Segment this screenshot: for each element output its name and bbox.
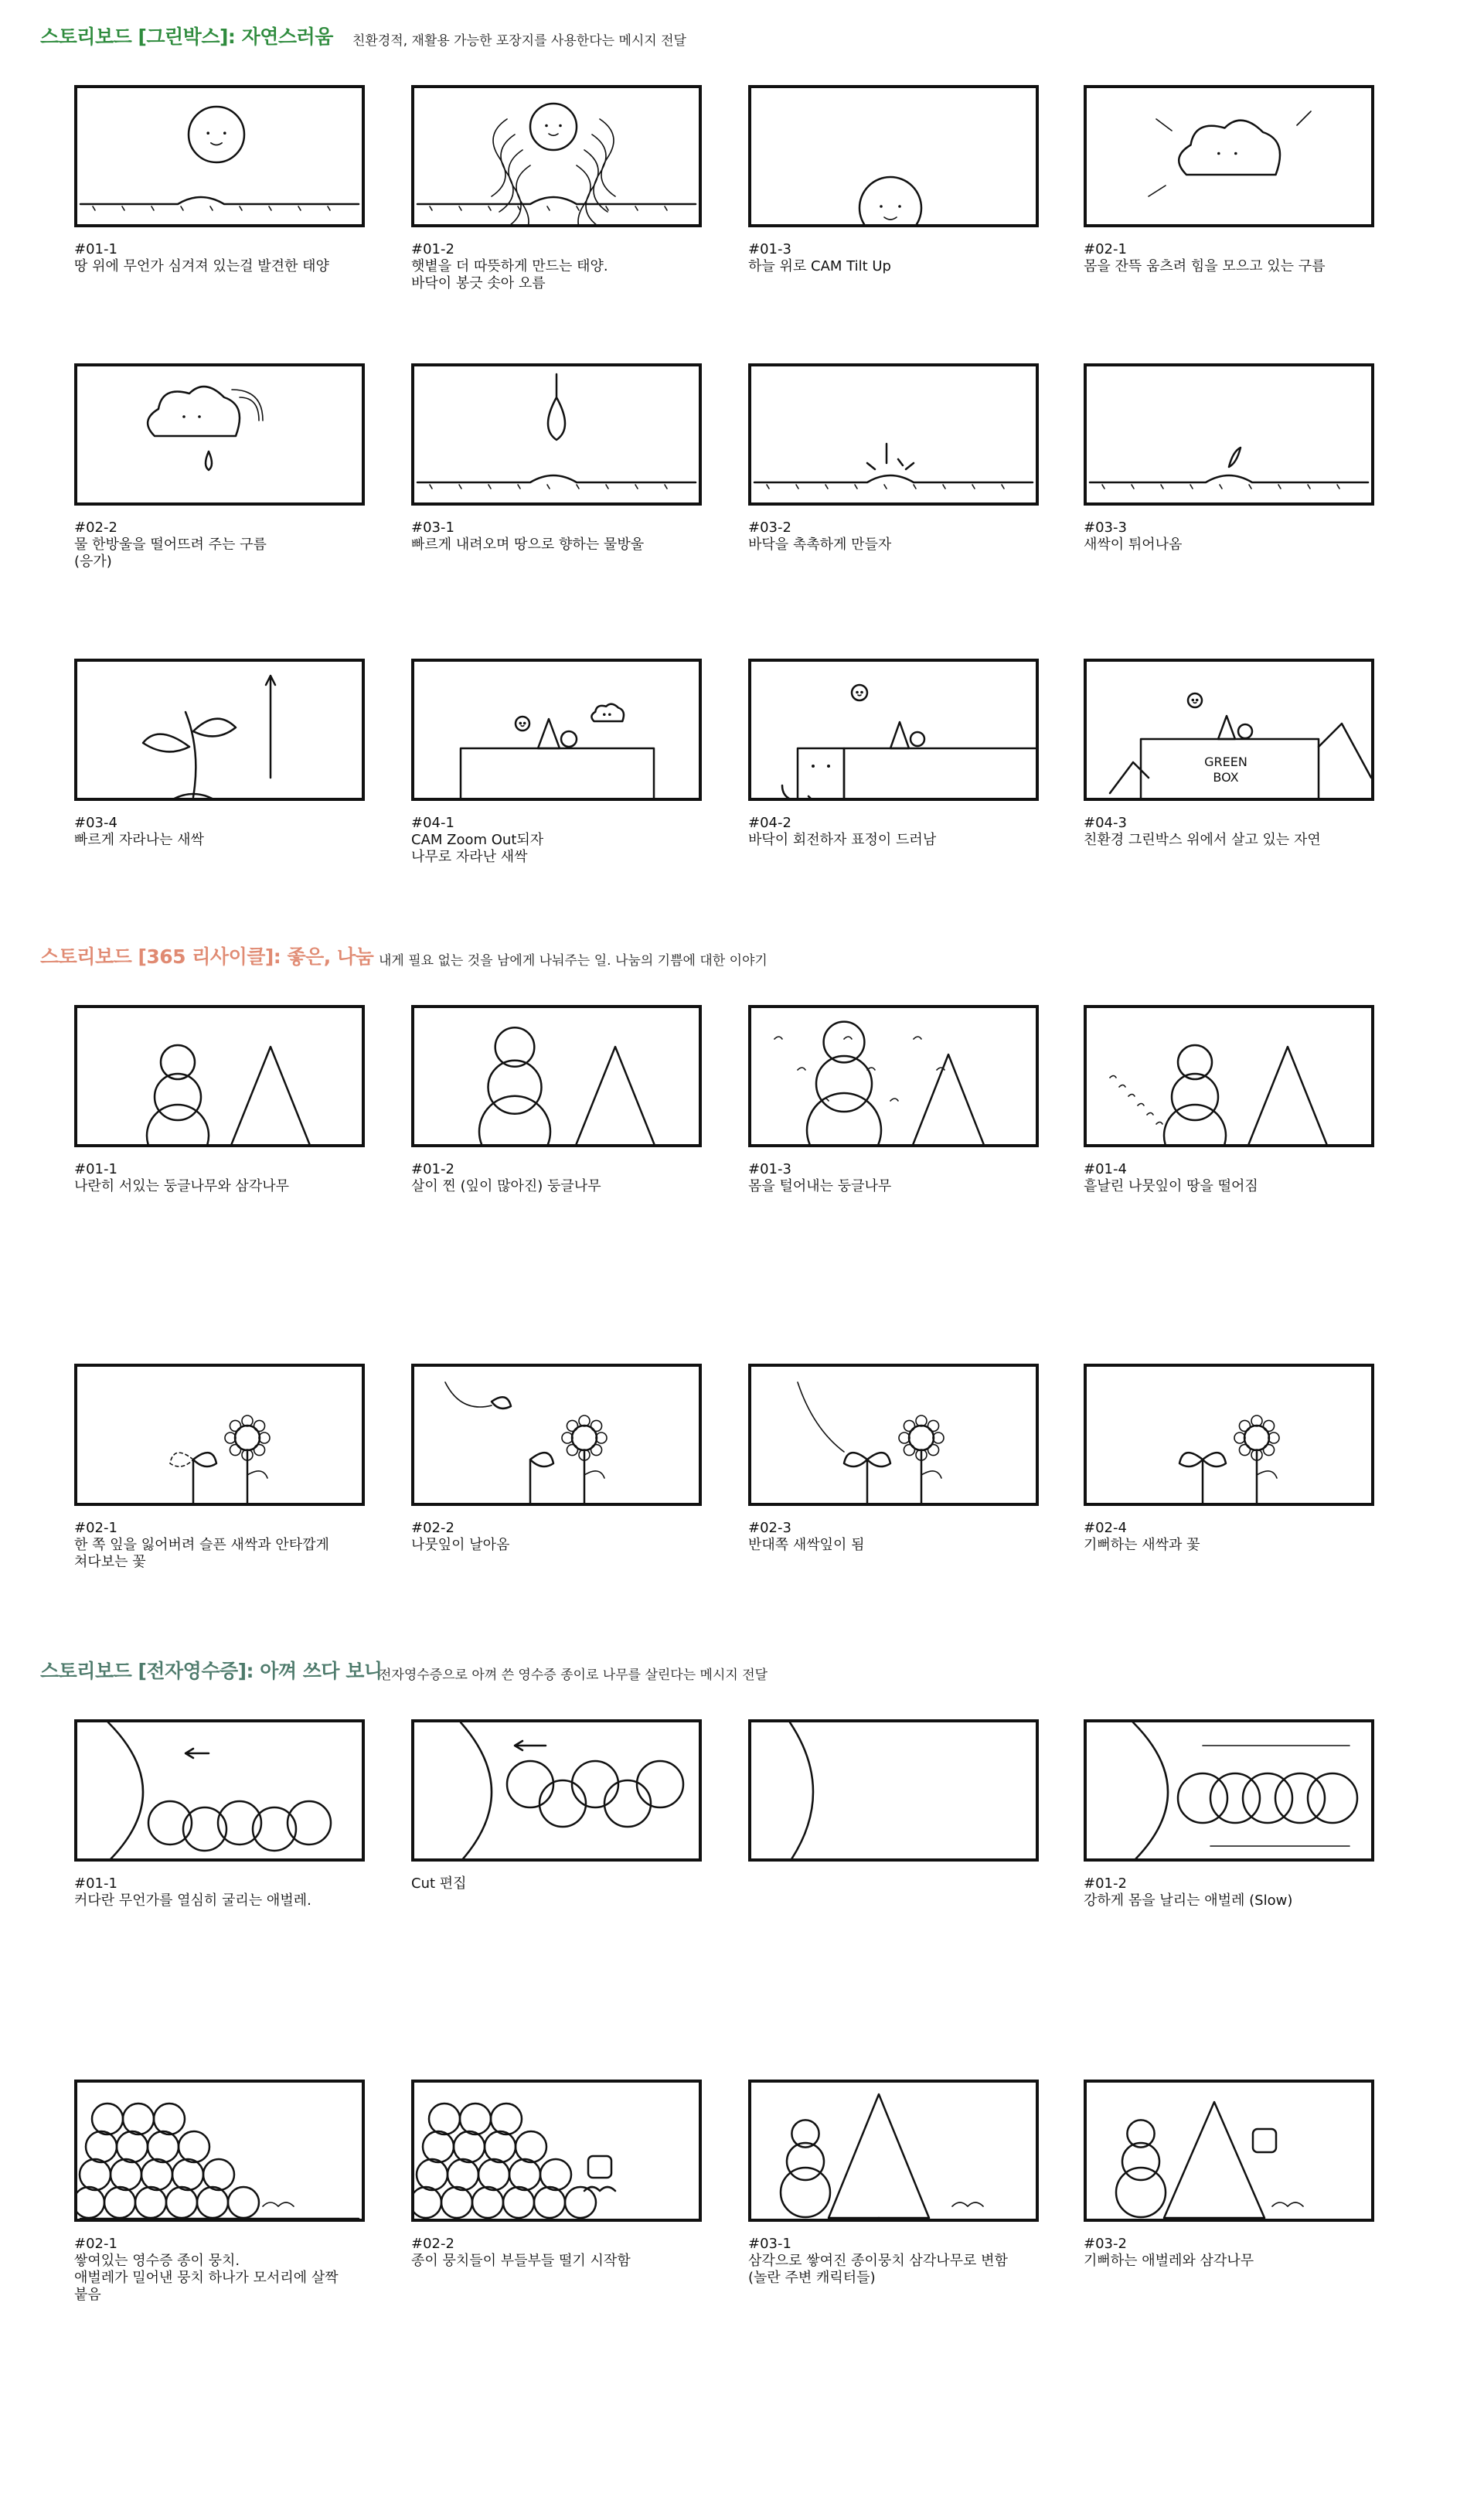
storyboard-caption [74,1520,383,1571]
section-subtitle: 친환경적, 재활용 가능한 포장지를 사용한다는 메시지 전달 [352,33,686,49]
storyboard-caption [74,1875,383,1909]
shot-id: #04-2 [748,815,791,831]
shot-description: 붙음 [74,2287,101,2303]
shot-description: 기뻐하는 새싹과 꽃 [1084,1537,1200,1553]
round-tree-shaking-icon [751,1008,1036,1144]
box-label-line-1: GREEN [1204,755,1247,769]
shot-description: 빠르게 내려오며 땅으로 향하는 물방울 [411,537,645,553]
storyboard-frame [411,1719,702,1862]
shot-description: 한 쪽 잎을 잃어버려 슬픈 새싹과 안타깝게 [74,1537,329,1553]
storyboard-caption [1084,1520,1393,1554]
shot-id: #01-1 [74,1161,117,1177]
storyboard-frame [74,85,365,227]
round-tree-triangle-icon [77,1008,362,1144]
storyboard-frame [74,1005,365,1147]
storyboard-caption [74,815,383,849]
shot-id: #02-1 [74,2236,117,2252]
shot-id: #02-1 [1084,241,1127,257]
sad-sprout-flower-icon [77,1367,362,1503]
storyboard-frame [748,1719,1039,1862]
shot-description: 기뻐하는 애벌레와 삼각나무 [1084,2253,1254,2269]
cloud-drop-icon [77,366,362,502]
section-subtitle: 전자영수증으로 아껴 쓴 영수증 종이로 나무를 살린다는 메시지 전달 [379,1667,768,1683]
shot-description: 쳐다보는 꽃 [74,1554,146,1570]
storyboard-frame [411,85,702,227]
storyboard-frame [1084,363,1374,506]
storyboard-frame [411,659,702,801]
shot-id: #03-3 [1084,519,1127,536]
storyboard-caption [74,241,383,275]
storyboard-caption [748,241,1057,275]
storyboard-frame [1084,659,1374,801]
storyboard-frame [748,2080,1039,2222]
storyboard-frame [748,1005,1039,1147]
shot-description: 살이 찐 (잎이 많아진) 둥글나무 [411,1178,601,1194]
section-subtitle: 내게 필요 없는 것을 남에게 나눠주는 일. 나눔의 기쁨에 대한 이야기 [379,953,768,969]
shot-description: 땅 위에 무언가 심겨져 있는걸 발견한 태양 [74,258,329,274]
shot-description: 하늘 위로 CAM Tilt Up [748,258,891,274]
shot-id: #01-3 [748,241,791,257]
shot-id: #01-2 [411,241,454,257]
shot-id: #03-2 [748,519,791,536]
shot-id: #02-3 [748,1520,791,1536]
storyboard-caption [748,519,1057,554]
leaves-falling-icon [1087,1008,1371,1144]
storyboard-frame [74,1364,365,1506]
shot-description: (놀란 주변 캐릭터들) [748,2270,876,2286]
storyboard-frame [74,363,365,506]
sun-over-ground-icon [77,88,362,224]
box-label-line-2: BOX [1213,770,1239,785]
storyboard-frame [411,1364,702,1506]
storyboard-caption [411,2236,720,2270]
box-face-icon [751,662,1036,798]
storyboard-caption [411,1161,720,1195]
shot-description: 빠르게 자라나는 새싹 [74,832,204,848]
shot-id: #03-4 [74,815,117,831]
caterpillar-cut-icon [414,1722,699,1858]
storyboard-frame [411,2080,702,2222]
section-title: 스토리보드 [그린박스]: 자연스러움 [40,26,333,48]
storyboard-frame [748,659,1039,801]
shot-description: 강하게 몸을 날리는 애벌레 (Slow) [1084,1892,1293,1909]
shot-description: 바닥을 촉촉하게 만들자 [748,537,892,553]
storyboard-frame [411,1005,702,1147]
storyboard-frame [1084,1719,1374,1862]
storyboard-frame [74,659,365,801]
leaf-flying-icon [414,1367,699,1503]
section-title: 스토리보드 [전자영수증]: 아껴 쓰다 보니 [40,1660,383,1682]
storyboard-frame [411,363,702,506]
triangle-tree-transform-icon [751,2083,1036,2219]
storyboard-caption [74,1161,383,1195]
shot-description: 나뭇잎이 날아옴 [411,1537,510,1553]
green-box-icon [1087,662,1371,798]
empty-curve-icon [751,1722,1036,1858]
shot-description: 새싹이 튀어나옴 [1084,537,1183,553]
triangle-tree-happy-icon [1087,2083,1371,2219]
storyboard-caption [1084,1875,1393,1909]
storyboard-caption [1084,815,1393,849]
shot-id: #01-2 [1084,1875,1127,1892]
storyboard-caption [74,2236,383,2304]
ground-splash-icon [751,366,1036,502]
storyboard-caption [411,815,720,866]
shot-description: (응가) [74,554,112,570]
shot-id: #02-2 [411,2236,454,2252]
storyboard-frame [1084,2080,1374,2222]
storyboard-caption [1084,241,1393,275]
storyboard-caption [74,519,383,571]
shot-id: Cut 편집 [411,1875,467,1892]
storyboard-caption [411,1520,720,1554]
shot-description: 나란히 서있는 둥글나무와 삼각나무 [74,1178,289,1194]
storyboard-frame [748,85,1039,227]
shot-description: 삼각으로 쌓여진 종이뭉치 삼각나무로 변함 [748,2253,1008,2269]
storyboard-caption [748,815,1057,849]
storyboard-caption [411,519,720,554]
storyboard-frame [74,1719,365,1862]
shot-description: 몸을 털어내는 둥글나무 [748,1178,892,1194]
shot-id: #02-2 [411,1520,454,1536]
shot-description: 반대쪽 새싹잎이 됨 [748,1537,865,1553]
storyboard-frame [74,2080,365,2222]
shot-description: 커다란 무언가를 열심히 굴리는 애벌레. [74,1892,311,1909]
section-title: 스토리보드 [365 리사이클]: 좋은, 나눔 [40,945,374,968]
storyboard-frame [1084,85,1374,227]
shot-id: #04-1 [411,815,454,831]
sprout-growing-icon [77,662,362,798]
storyboard-frame [1084,1005,1374,1147]
shot-id: #01-3 [748,1161,791,1177]
shot-id: #01-2 [411,1161,454,1177]
shot-id: #02-4 [1084,1520,1127,1536]
box-with-trees-icon [414,662,699,798]
storyboard-caption [411,1875,720,1892]
storyboard-caption [1084,1161,1393,1195]
shot-description: 몸을 잔뜩 움츠려 힘을 모으고 있는 구름 [1084,258,1326,274]
storyboard-frame [748,363,1039,506]
storyboard-frame [748,1364,1039,1506]
sun-warming-ground-icon [414,88,699,224]
storyboard-caption [748,2236,1057,2287]
shot-id: #01-4 [1084,1161,1127,1177]
storyboard-caption [1084,519,1393,554]
shot-description: 햇볕을 더 따뜻하게 만드는 태양. [411,258,608,274]
shot-id: #03-2 [1084,2236,1127,2252]
shot-description: 흩날린 나뭇잎이 땅을 떨어짐 [1084,1178,1258,1194]
shot-id: #03-1 [411,519,454,536]
shot-id: #02-1 [74,1520,117,1536]
shot-id: #01-1 [74,241,117,257]
shot-id: #02-2 [74,519,117,536]
shot-id: #04-3 [1084,815,1127,831]
shot-description: 바닥이 회전하자 표정이 드러남 [748,832,937,848]
cloud-gathering-icon [1087,88,1371,224]
caterpillar-push-icon [1087,1722,1371,1858]
storyboard-caption [748,1520,1057,1554]
shot-description: 쌓여있는 영수증 종이 뭉치. [74,2253,240,2269]
shot-description: 물 한방울을 떨어뜨려 주는 구름 [74,537,267,553]
shot-id: #01-1 [74,1875,117,1892]
storyboard-caption [1084,2236,1393,2270]
shot-description: 바닥이 봉긋 솟아 오름 [411,275,546,291]
storyboard-frame [1084,1364,1374,1506]
caterpillar-rolling-icon [77,1722,362,1858]
shot-description: CAM Zoom Out되자 [411,832,544,848]
paper-stack-shaking-icon [414,2083,699,2219]
sprout-icon [1087,366,1371,502]
happy-sprout-flower-icon [1087,1367,1371,1503]
shot-description: 애벌레가 밀어낸 뭉치 하나가 모서리에 살짝 [74,2270,339,2286]
shot-description: 친환경 그린박스 위에서 살고 있는 자연 [1084,832,1321,848]
water-drop-icon [414,366,699,502]
shot-description: 종이 뭉치들이 부들부들 떨기 시작함 [411,2253,631,2269]
round-tree-fat-icon [414,1008,699,1144]
shot-description: 나무로 자라난 새싹 [411,849,528,865]
shot-id: #03-1 [748,2236,791,2252]
storyboard-caption [411,241,720,292]
leaf-attached-icon [751,1367,1036,1503]
sun-low-icon [751,88,1036,224]
storyboard-caption [748,1161,1057,1195]
paper-stack-icon [77,2083,362,2219]
